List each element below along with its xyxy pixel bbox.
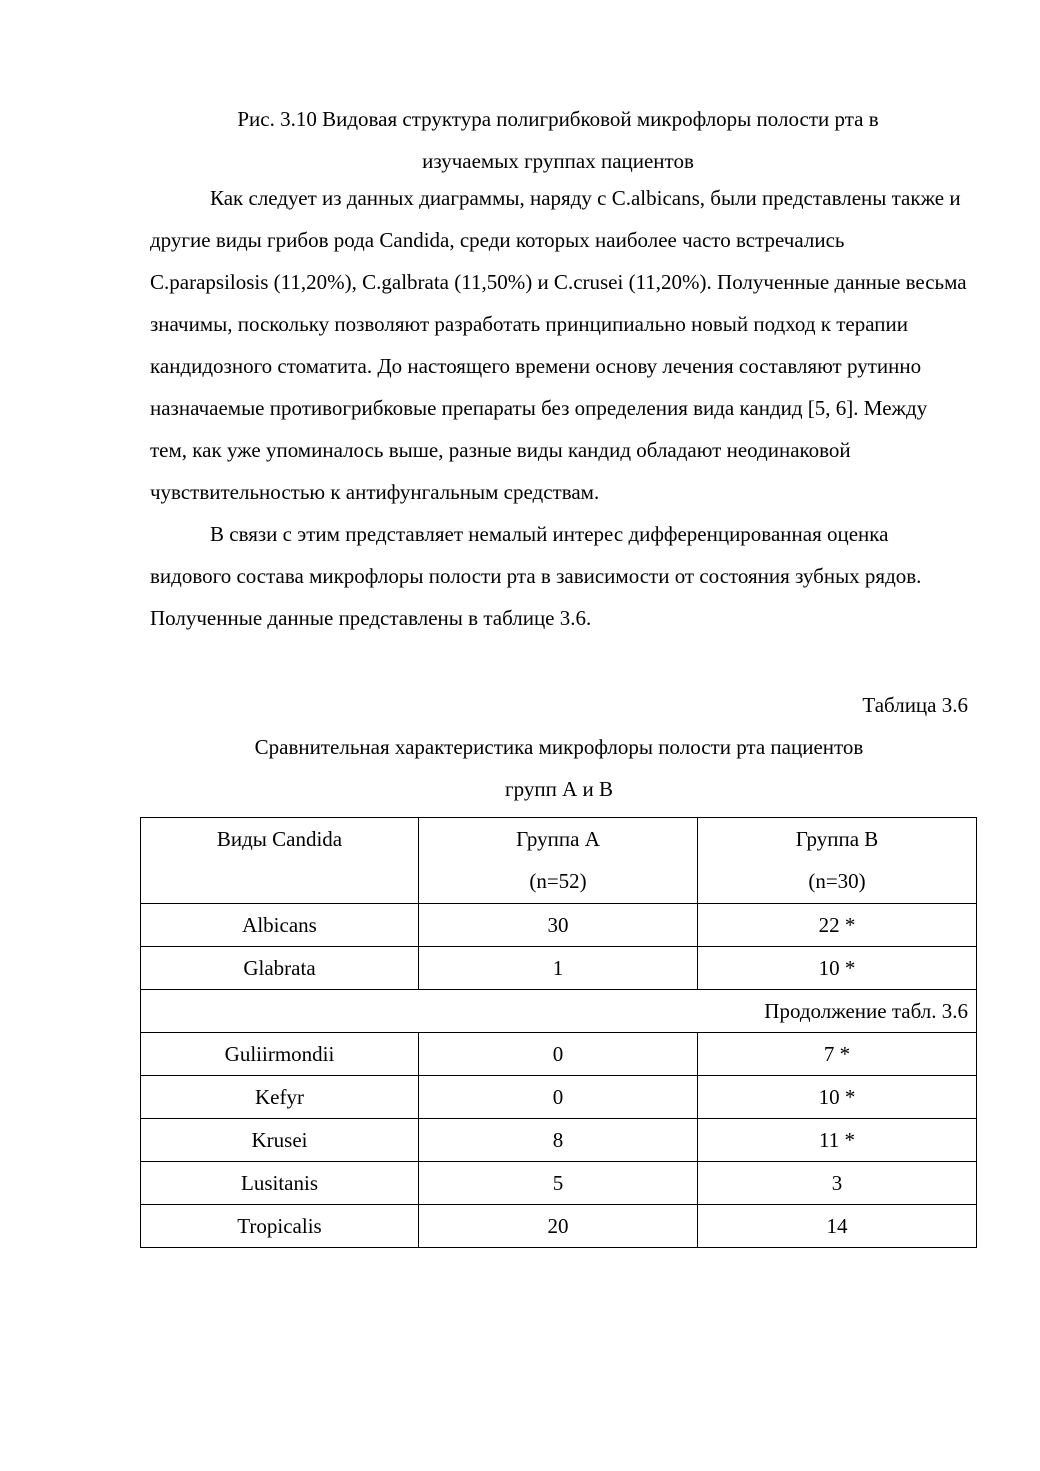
- group-b-cell: 11 *: [698, 1119, 977, 1162]
- header-group-b-n: (n=30): [808, 869, 866, 893]
- header-group-a-label: Группа А: [516, 827, 600, 851]
- table-row: [141, 904, 977, 947]
- paragraph: Как следует из данных диаграммы, наряду с C.albicans, были представлены также и другие виды грибов рода Candida, среди которых наиболее часто встречались C.parapsilosis (11,20%), C.galbrata (11,50%) и C.crusei (11,20%). Полученные данные весьма значимы, поскольку позволяют разработать принципиально новый подход к терапии кандидозного стоматита. До настоящего времени основу лечения составляют рутинно назначаемые противогрибковые препараты без определения вида кандид [5, 6]. Между тем, как уже упоминалось выше, разные виды кандид обладают неодинаковой чувствительностью к антифунгальным средствам.: [150, 186, 967, 504]
- figure-caption-line-1: Рис. 3.10 Видовая структура полигрибковой микрофлоры полости рта в: [237, 107, 879, 131]
- figure-caption-line-2: изучаемых группах пациентов: [422, 149, 694, 173]
- group-b-cell: 3: [698, 1162, 977, 1205]
- species-cell: Glabrata: [141, 947, 419, 990]
- species-cell: Tropicalis: [141, 1205, 419, 1248]
- table-number: Таблица 3.6: [862, 693, 968, 717]
- group-a-cell: 30: [419, 904, 698, 947]
- group-a-cell: 8: [419, 1119, 698, 1162]
- table-row: [141, 1119, 977, 1162]
- table-header-row: [141, 818, 977, 904]
- group-a-cell: 5: [419, 1162, 698, 1205]
- header-cell-group-a: [419, 818, 698, 904]
- header-cell-species: [141, 818, 419, 904]
- species-cell: Lusitanis: [141, 1162, 419, 1205]
- group-b-cell: 7 *: [698, 1033, 977, 1076]
- table-row: [141, 1162, 977, 1205]
- group-b-cell: 22 *: [698, 904, 977, 947]
- paragraph: В связи с этим представляет немалый интерес дифференцированная оценка видового состава микрофлоры полости рта в зависимости от состояния зубных рядов. Полученные данные представлены в таблице 3.6.: [150, 522, 922, 630]
- figure-caption: [140, 98, 976, 182]
- species-cell: Albicans: [141, 904, 419, 947]
- body-text: [150, 177, 968, 639]
- header-group-b-label: Группа В: [795, 827, 879, 851]
- group-b-cell: 10 *: [698, 1076, 977, 1119]
- species-cell: Kefyr: [141, 1076, 419, 1119]
- candida-table: [140, 817, 977, 1248]
- group-a-cell: 20: [419, 1205, 698, 1248]
- header-group-a-n: (n=52): [529, 869, 587, 893]
- group-a-cell: 0: [419, 1033, 698, 1076]
- table-title-line-2: групп А и В: [505, 777, 613, 801]
- table-row: [141, 1076, 977, 1119]
- group-a-cell: 1: [419, 947, 698, 990]
- header-cell-group-b: [698, 818, 977, 904]
- group-b-cell: 10 *: [698, 947, 977, 990]
- header-species-label: Виды Candida: [216, 827, 343, 851]
- table-title-line-1: Сравнительная характеристика микрофлоры полости рта пациентов: [254, 735, 864, 759]
- group-b-cell: 14: [698, 1205, 977, 1248]
- species-cell: Guliirmondii: [141, 1033, 419, 1076]
- table-row: [141, 1205, 977, 1248]
- table-row: [141, 1033, 977, 1076]
- group-a-cell: 0: [419, 1076, 698, 1119]
- species-cell: Krusei: [141, 1119, 419, 1162]
- table-continuation-label: Продолжение табл. 3.6: [141, 990, 977, 1033]
- table-continuation-row: [141, 990, 977, 1033]
- table-title: [150, 726, 968, 810]
- table-row: [141, 947, 977, 990]
